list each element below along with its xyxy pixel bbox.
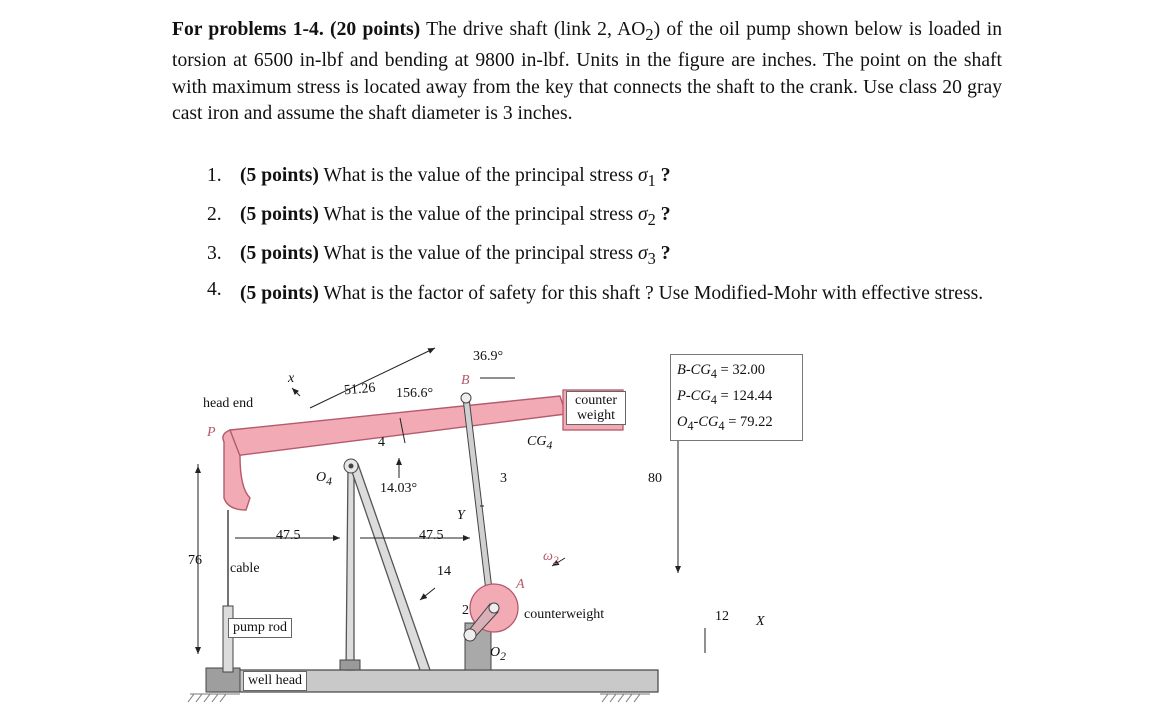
question-item bbox=[207, 276, 1002, 307]
problem-line1: The drive shaft (link 2, AO bbox=[420, 19, 646, 40]
cg-row-mid: -CG bbox=[693, 413, 719, 430]
label-pump-rod: pump rod bbox=[228, 618, 292, 638]
label-a: A bbox=[516, 577, 525, 592]
label-cable: cable bbox=[230, 561, 260, 576]
question-item bbox=[207, 159, 1002, 198]
cg-row-value: = 124.44 bbox=[716, 387, 773, 404]
problem-heading: For problems 1-4. (20 points) bbox=[172, 19, 421, 40]
label-well-head: well head bbox=[243, 671, 307, 691]
question-number: 1. bbox=[207, 165, 222, 186]
label-omega2 bbox=[543, 549, 559, 567]
cg-row-sub: 4 bbox=[687, 418, 694, 433]
label-47-5-right: 47.5 bbox=[419, 528, 444, 543]
question-points: (5 points) bbox=[240, 203, 319, 225]
problem-statement bbox=[172, 17, 1002, 128]
label-12: 12 bbox=[715, 609, 729, 624]
question-points: (5 points) bbox=[240, 242, 319, 264]
cg-row bbox=[677, 385, 796, 411]
label-14: 14 bbox=[437, 564, 451, 579]
sigma-symbol: σ bbox=[637, 165, 648, 186]
cg4-sub: 4 bbox=[546, 438, 553, 452]
problem-body: is loaded in torsion at 6500 in-lbf and bending at 9800 in-lbf. Units in the figure are inches. The point on the shaft with maximum stress is located away from the key that connects the shaft to the crank. Use class 20 gray cast iron and assume the shaft diameter is 3 inches. bbox=[172, 19, 1002, 125]
label-36-9: 36.9° bbox=[473, 349, 504, 364]
post-footing bbox=[340, 660, 360, 670]
sigma-subscript: 2 bbox=[647, 209, 656, 229]
cg-row-value: = 79.22 bbox=[724, 413, 773, 430]
label-o4 bbox=[316, 470, 332, 488]
dimension-lines bbox=[198, 348, 705, 654]
o2-sub: 2 bbox=[500, 649, 506, 663]
label-counterweight: counterweight bbox=[524, 607, 605, 622]
question-item bbox=[207, 237, 1002, 276]
o4-text: O bbox=[316, 470, 327, 485]
label-76: 76 bbox=[188, 553, 202, 568]
label-x-top: x bbox=[288, 371, 295, 386]
question-end: ? bbox=[655, 203, 671, 225]
question-points: (5 points) bbox=[240, 282, 319, 304]
question-text: What is the factor of safety for this shaft ? Use Modified-Mohr with effective stress. bbox=[318, 282, 984, 304]
label-link-4: 4 bbox=[378, 435, 385, 450]
cg-row-sub: 4 bbox=[710, 392, 717, 407]
cg-row-prefix: O bbox=[677, 413, 688, 430]
question-list bbox=[207, 159, 1002, 307]
cg-row-value: = 32.00 bbox=[716, 362, 765, 378]
label-x-right: X bbox=[756, 614, 765, 629]
ground-hatch bbox=[188, 694, 650, 702]
question-text: What is the value of the principal stress bbox=[318, 203, 638, 225]
pitman-arm bbox=[463, 398, 494, 608]
cg-row-sub: 4 bbox=[710, 366, 717, 381]
cg-distance-table bbox=[670, 354, 803, 441]
question-number: 3. bbox=[207, 242, 222, 264]
question-text: What is the value of the principal stress bbox=[318, 165, 638, 186]
label-head-end: head end bbox=[203, 396, 254, 411]
o2-text: O bbox=[490, 645, 501, 660]
sigma-symbol: σ bbox=[637, 242, 648, 264]
cg-row-prefix: P-CG bbox=[677, 387, 711, 404]
label-3: 3 bbox=[500, 471, 507, 486]
cg-row bbox=[677, 359, 796, 385]
question-end: ? bbox=[655, 165, 671, 186]
omega-text: ω bbox=[543, 549, 553, 564]
label-14-03: 14.03° bbox=[380, 481, 418, 496]
question-text: What is the value of the principal stress bbox=[318, 242, 638, 264]
omega-sub: 2 bbox=[552, 553, 559, 567]
problem-line1-sub: 2 bbox=[645, 24, 654, 44]
o4-sub: 4 bbox=[326, 474, 332, 488]
label-y: Y bbox=[457, 508, 465, 523]
cg-row-sub2: 4 bbox=[718, 418, 725, 433]
label-b: B bbox=[461, 373, 470, 388]
question-item bbox=[207, 198, 1002, 237]
label-counter-weight-box: counter weight bbox=[566, 391, 626, 425]
walking-beam bbox=[230, 396, 566, 456]
sigma-symbol: σ bbox=[637, 203, 648, 225]
label-80: 80 bbox=[648, 471, 662, 486]
cg-row bbox=[677, 411, 796, 437]
problem-line1-end: ) of the oil pump shown below bbox=[653, 19, 903, 40]
problem-paragraph bbox=[172, 17, 1002, 128]
label-link-2: 2 bbox=[462, 603, 469, 618]
pump-rod bbox=[223, 606, 233, 672]
cg-row-prefix: B-CG bbox=[677, 362, 711, 378]
label-cg4 bbox=[527, 434, 552, 452]
pin-b bbox=[461, 393, 471, 403]
question-end: ? bbox=[655, 242, 671, 264]
label-o2 bbox=[490, 645, 506, 663]
cg4-text: CG bbox=[527, 434, 547, 449]
question-number: 4. bbox=[207, 278, 222, 300]
label-47-5-left: 47.5 bbox=[276, 528, 301, 543]
sigma-subscript: 3 bbox=[647, 248, 656, 268]
label-156-6: 156.6° bbox=[396, 386, 434, 401]
label-p: P bbox=[207, 425, 216, 440]
label-51-26: 51.26 bbox=[343, 380, 377, 399]
question-points: (5 points) bbox=[240, 165, 319, 186]
sigma-subscript: 1 bbox=[647, 170, 656, 190]
question-number: 2. bbox=[207, 203, 222, 225]
